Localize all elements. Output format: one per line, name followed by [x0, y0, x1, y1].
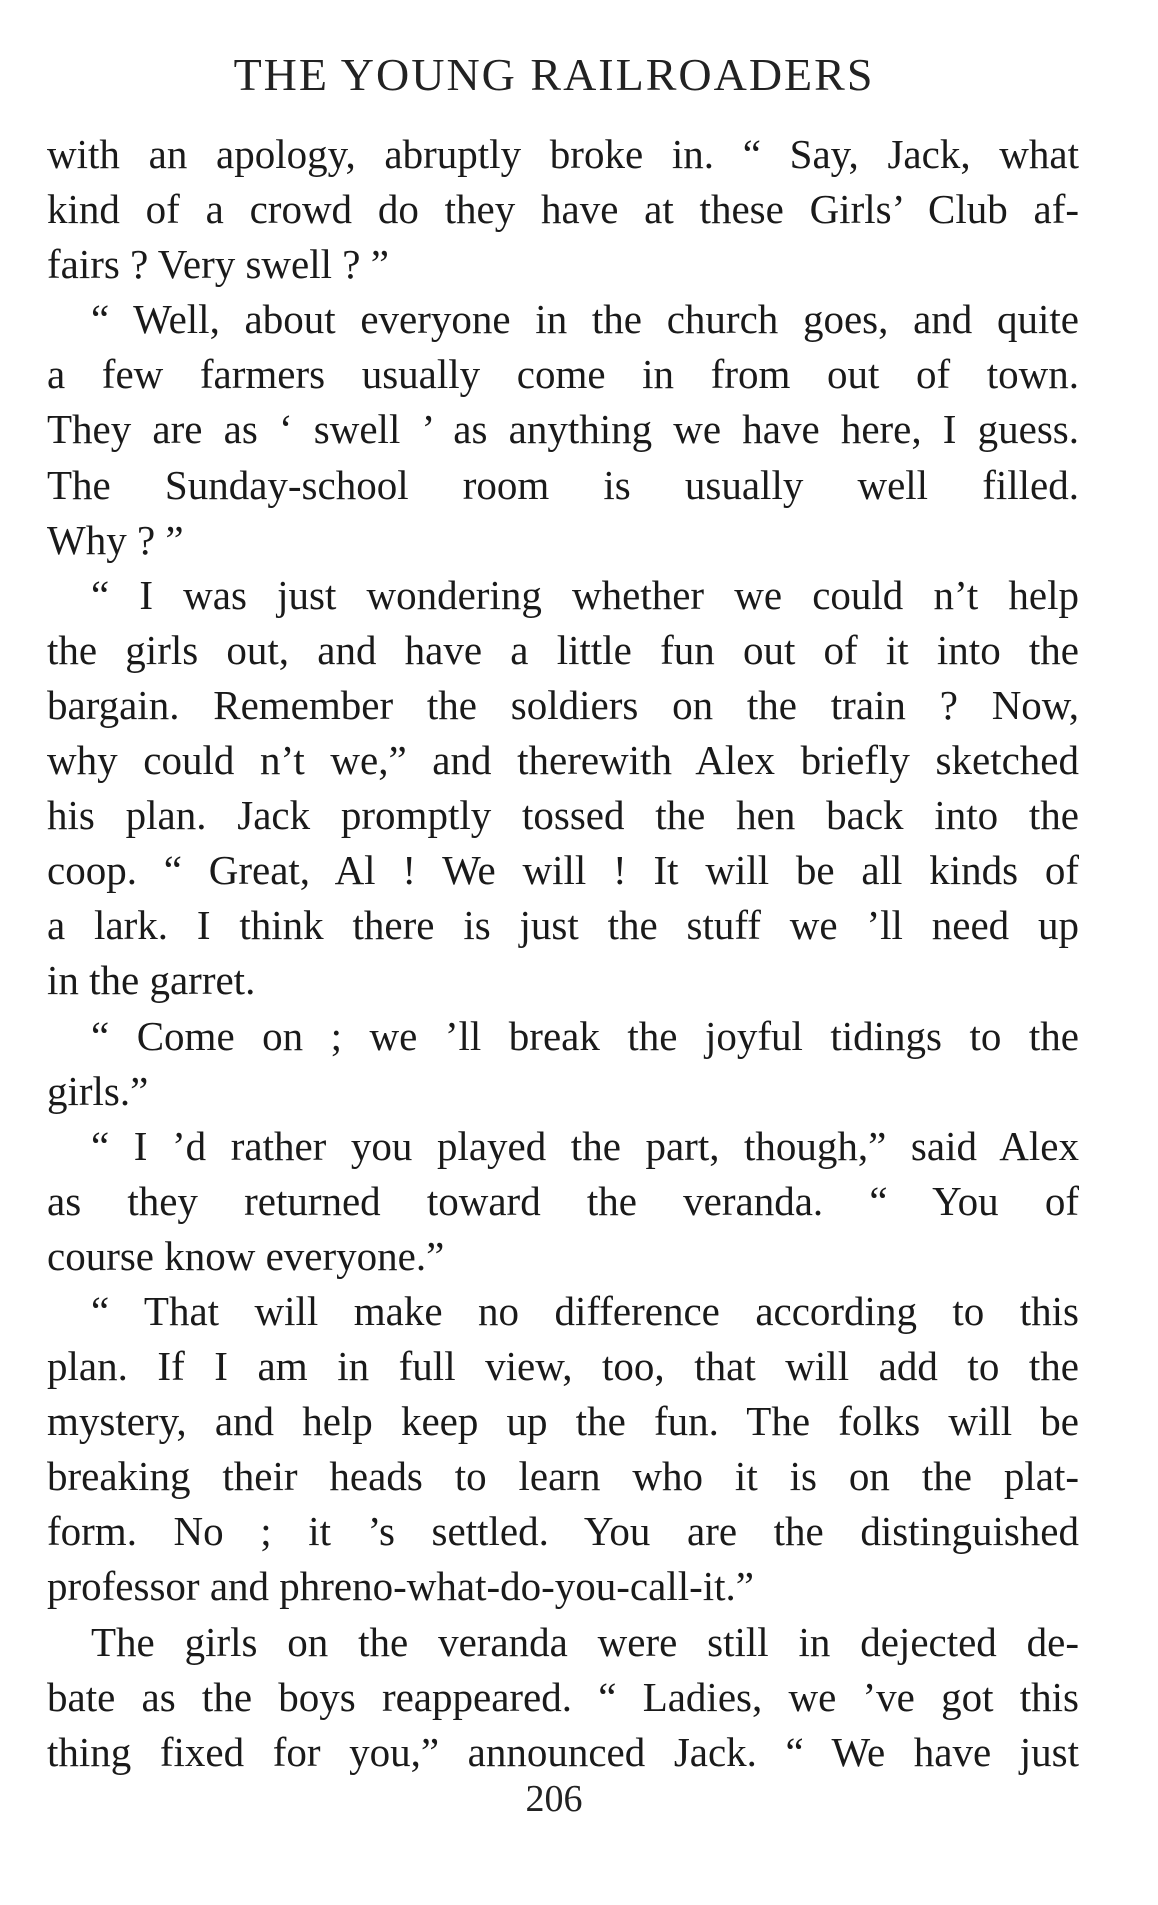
text-line: course know everyone.” — [47, 1232, 445, 1279]
text-line: mystery, and help keep up the fun. The folks will be — [47, 1398, 1079, 1445]
text-line: They are as ‘ swell ’ as anything we have here, I guess. — [47, 406, 1079, 453]
text-line: a lark. I think there is just the stuff we ’ll need up — [47, 902, 1079, 949]
text-line: why could n’t we,” and therewith Alex briefly sketched — [47, 737, 1079, 784]
text-line: “ Well, about everyone in the church goes, and quite — [91, 296, 1079, 343]
text-line: a few farmers usually come in from out of town. — [47, 351, 1079, 398]
text-line: in the garret. — [47, 957, 256, 1004]
running-head: THE YOUNG RAILROADERS — [233, 49, 875, 100]
text-line: The Sunday-school room is usually well filled. — [47, 461, 1079, 508]
text-line: bate as the boys reappeared. “ Ladies, we ’ve got this — [47, 1673, 1079, 1720]
text-line: fairs ? Very swell ? ” — [47, 241, 389, 288]
text-line: thing fixed for you,” announced Jack. “ We have just — [47, 1728, 1079, 1775]
text-line: form. No ; it ’s settled. You are the distinguished — [47, 1508, 1079, 1555]
text-line: “ I was just wondering whether we could n’t help — [91, 571, 1079, 618]
text-line: “ That will make no difference according to this — [91, 1287, 1079, 1334]
page-number: 206 — [525, 1778, 583, 1820]
body-text — [47, 127, 1079, 1780]
text-line: with an apology, abruptly broke in. “ Say, Jack, what — [47, 131, 1079, 177]
text-line: coop. “ Great, Al ! We will ! It will be all kinds of — [47, 847, 1079, 894]
text-line: plan. If I am in full view, too, that will add to the — [47, 1343, 1079, 1390]
text-line: kind of a crowd do they have at these Girls’ Club af- — [47, 186, 1079, 233]
text-line: “ I ’d rather you played the part, though,” said Alex — [91, 1122, 1079, 1169]
text-line: “ Come on ; we ’ll break the joyful tidings to the — [91, 1012, 1079, 1059]
text-line: the girls out, and have a little fun out of it into the — [47, 626, 1079, 673]
text-line: as they returned toward the veranda. “ You of — [47, 1177, 1079, 1224]
text-line: bargain. Remember the soldiers on the train ? Now, — [47, 681, 1079, 728]
text-line: his plan. Jack promptly tossed the hen back into the — [47, 792, 1079, 839]
text-line: The girls on the veranda were still in dejected de- — [91, 1618, 1079, 1665]
text-line: Why ? ” — [47, 516, 184, 563]
text-line: girls.” — [47, 1067, 149, 1114]
text-line: professor and phreno-what-do-you-call-it.” — [47, 1563, 754, 1610]
text-line: breaking their heads to learn who it is on the plat- — [47, 1453, 1079, 1500]
